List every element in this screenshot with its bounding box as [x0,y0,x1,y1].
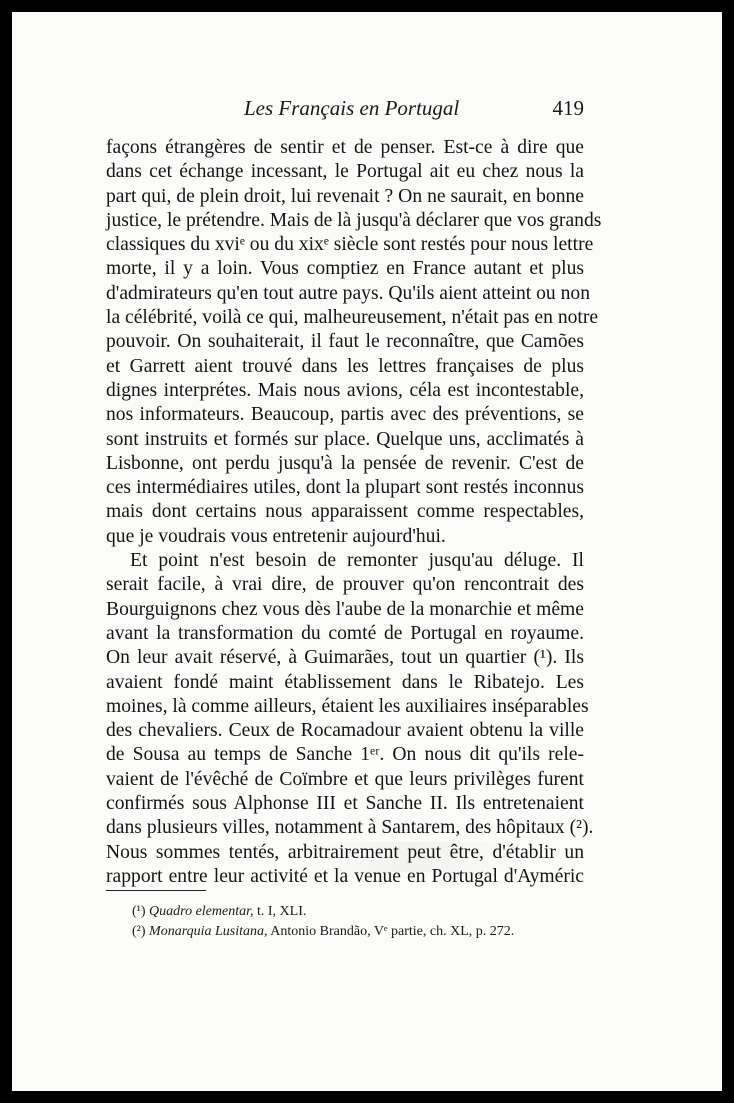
footnotes [132,902,602,942]
text-line: de Sousa au temps de Sanche 1ᵉʳ. On nous dit qu'ils rele- [106,744,584,766]
text-line: Bourguignons chez vous dès l'aube de la monarchie et même [106,598,584,620]
text-line: Lisbonne, ont perdu jusqu'à la pensée de revenir. C'est de [106,452,584,474]
footnote-rule [106,890,206,891]
text-line: pouvoir. On souhaiterait, il faut le reconnaître, que Camões [106,331,584,353]
body-text [106,136,602,889]
text-line: avaient fondé maint établissement dans le Ribatejo. Les [106,671,584,693]
text-line: vaient de l'évêché de Coïmbre et que leurs privilèges furent [106,768,584,790]
footnote-text: t. I, XLI. [253,904,307,919]
page-number: 419 [552,96,584,120]
text-line: On leur avait réservé, à Guimarães, tout un quartier (¹). Ils [106,647,584,669]
text-line: d'admirateurs qu'en tout autre pays. Qu'ils aient atteint ou non [106,282,590,304]
text-line: la célébrité, voilà ce qui, malheureusement, n'était pas en notre [106,307,599,329]
text-line: que je voudrais vous entretenir aujourd'hui. [106,525,446,547]
text-line: serait facile, à vrai dire, de prouver qu'on rencontrait des [106,574,584,596]
text-line: sont instruits et formés sur place. Quelque uns, acclimatés à [106,428,584,450]
text-line: classiques du xviᵉ ou du xixᵉ siècle sont restés pour nous lettre [106,234,594,256]
running-title: Les Français en Portugal [244,96,460,120]
text-line: et Garrett aient trouvé dans les lettres françaises de plus [106,355,584,377]
text-line: justice, le prétendre. Mais de là jusqu'à déclarer que vos grands [106,209,602,231]
footnote-title: Quadro elementar, [149,904,254,919]
text-line: mais dont certains nous apparaissent comme respectables, [106,501,584,523]
paragraph-1 [106,136,602,549]
text-line: avant la transformation du comté de Portugal en royaume. [106,622,584,644]
text-line: Et point n'est besoin de remonter jusqu'au déluge. Il [130,550,584,572]
footnote-1 [132,902,602,922]
text-line: Nous sommes tentés, arbitrairement peut être, d'établir un [106,841,584,863]
paragraph-2 [106,549,594,889]
text-line: nos informateurs. Beaucoup, partis avec des préventions, se [106,404,584,426]
footnote-text: Antonio Brandão, Vᵉ partie, ch. XL, p. 272. [267,924,515,939]
text-line: façons étrangères de sentir et de penser. Est-ce à dire que [106,137,584,158]
text-line: des chevaliers. Ceux de Rocamadour avaient obtenu la ville [106,720,584,742]
footnote-mark: (²) [132,924,146,939]
text-line: confirmés sous Alphonse III et Sanche II. Ils entretenaient [106,793,584,815]
text-line: rapport entre leur activité et la venue en Portugal d'Ayméric [106,865,584,887]
footnote-title: Monarquia Lusitana, [149,924,268,939]
text-line: part qui, de plein droit, lui revenait ? On ne saurait, en bonne [106,185,584,207]
text-line: ces intermédiaires utiles, dont la plupart sont restés inconnus [106,477,584,499]
text-line: moines, là comme ailleurs, étaient les auxiliaires inséparables [106,695,589,717]
footnote-2 [132,922,602,942]
book-page [12,12,722,1091]
text-line: morte, il y a loin. Vous comptiez en France autant et plus [106,258,584,280]
text-line: dignes interprétes. Mais nous avions, céla est incontestable, [106,379,584,401]
text-line: dans plusieurs villes, notamment à Santarem, des hôpitaux (²). [106,817,594,839]
text-line: dans cet échange incessant, le Portugal ait eu chez nous la [106,161,584,183]
footnote-mark: (¹) [132,904,146,919]
page-header [12,94,722,130]
